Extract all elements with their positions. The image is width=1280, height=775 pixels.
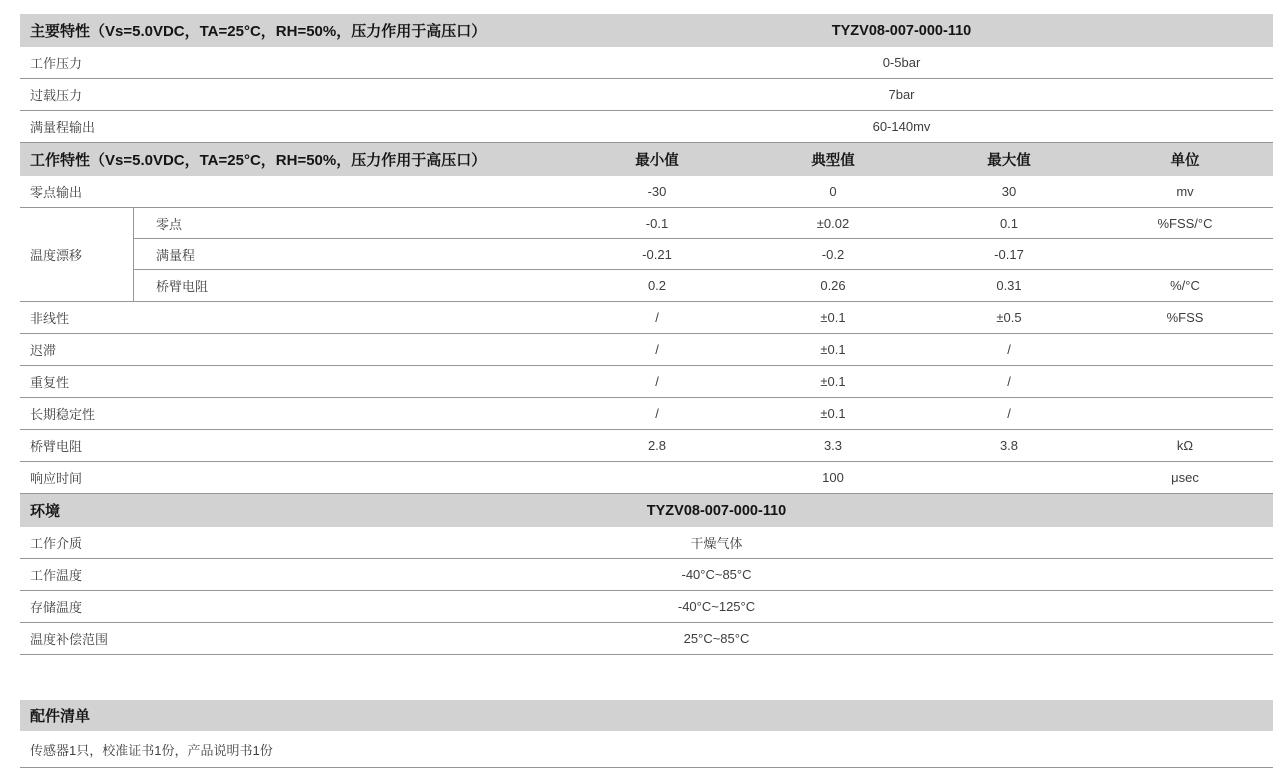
cell-unit: mv — [1176, 184, 1194, 199]
column-header-max: 最大值 — [987, 153, 1031, 169]
row-label: 存储温度 — [30, 600, 83, 615]
accessories-section — [20, 700, 1273, 768]
column-header-typ: 典型值 — [811, 153, 855, 169]
cell-typ: ±0.1 — [820, 374, 846, 389]
cell-max: / — [1007, 406, 1011, 421]
row-label: 工作介质 — [30, 536, 83, 551]
cell-typ: ±0.1 — [820, 406, 846, 421]
table-row — [20, 559, 1273, 591]
accessories-row — [20, 731, 1273, 768]
row-label: 重复性 — [30, 375, 70, 390]
cell-typ: 3.3 — [823, 438, 843, 453]
group-label: 温度漂移 — [20, 208, 134, 301]
accessories-content: 传感器1只，校准证书1份，产品说明书1份 — [30, 742, 273, 758]
cell-typ: -0.2 — [821, 246, 845, 262]
cell-typ: ±0.02 — [816, 215, 850, 231]
table-row — [134, 270, 1273, 301]
cell-max: 0.31 — [996, 278, 1022, 293]
working-characteristics-header-bar — [20, 143, 1273, 176]
cell-min: -0.1 — [645, 215, 669, 231]
environment-header-bar — [20, 494, 1273, 527]
product-model: TYZV08-007-000-110 — [831, 22, 972, 39]
cell-unit: kΩ — [1176, 438, 1194, 453]
table-row — [20, 398, 1273, 430]
row-label: 满量程 — [156, 247, 196, 263]
row-label: 长期稳定性 — [30, 407, 96, 422]
table-row — [134, 239, 1273, 270]
accessories-header-bar — [20, 700, 1273, 731]
cell-typ: 0.26 — [820, 278, 846, 293]
cell-max: 30 — [1001, 184, 1017, 199]
cell-min: / — [655, 342, 659, 357]
row-label: 温度补偿范围 — [30, 632, 109, 647]
cell-max: 0.1 — [999, 215, 1019, 231]
table-row — [20, 623, 1273, 655]
cell-typ: ±0.1 — [820, 342, 846, 357]
cell-min: / — [655, 406, 659, 421]
row-label: 工作压力 — [30, 56, 83, 71]
cell-min: 0.2 — [647, 278, 667, 293]
row-label: 响应时间 — [30, 471, 83, 486]
row-value: 7bar — [888, 87, 915, 102]
table-row — [20, 79, 1273, 111]
row-value: -40°C~125°C — [677, 599, 756, 614]
row-label: 零点 — [156, 216, 183, 232]
cell-typ: ±0.1 — [820, 310, 846, 325]
cell-max: 3.8 — [999, 438, 1019, 453]
table-row — [20, 366, 1273, 398]
cell-max: ±0.5 — [996, 310, 1022, 325]
row-label: 桥臂电阻 — [30, 439, 83, 454]
table-row — [20, 527, 1273, 559]
row-label: 桥臂电阻 — [156, 279, 209, 294]
table-row — [20, 111, 1273, 143]
table-row — [20, 334, 1273, 366]
cell-min: / — [655, 310, 659, 325]
cell-min: / — [655, 374, 659, 389]
cell-min: -30 — [647, 184, 667, 199]
cell-min: 2.8 — [647, 438, 667, 453]
cell-unit: %FSS/°C — [1157, 215, 1213, 231]
row-label: 过载压力 — [30, 88, 83, 103]
group-body — [134, 208, 1273, 301]
temp-drift-group — [20, 208, 1273, 302]
working-characteristics-title: 工作特性（Vs=5.0VDC，TA=25°C，RH=50%，压力作用于高压口） — [30, 152, 487, 169]
table-row — [20, 462, 1273, 494]
cell-unit: %FSS — [1166, 310, 1204, 325]
table-row — [20, 430, 1273, 462]
main-features-header-bar — [20, 14, 1273, 47]
row-value: 0-5bar — [882, 55, 921, 70]
table-row — [20, 591, 1273, 623]
cell-max: -0.17 — [994, 246, 1024, 262]
column-header-min: 最小值 — [635, 153, 679, 169]
cell-max: / — [1007, 342, 1011, 357]
table-row — [20, 47, 1273, 79]
row-label: 非线性 — [30, 311, 70, 326]
row-label: 零点输出 — [30, 185, 83, 200]
row-label: 满量程输出 — [30, 120, 96, 135]
environment-title: 环境 — [30, 503, 61, 520]
row-label: 迟滞 — [30, 343, 57, 358]
product-model: TYZV08-007-000-110 — [646, 502, 787, 519]
cell-unit: %/°C — [1170, 278, 1200, 293]
cell-min: -0.21 — [642, 246, 672, 262]
table-row — [20, 302, 1273, 334]
row-label: 工作温度 — [30, 568, 83, 583]
cell-unit: μsec — [1171, 470, 1199, 485]
cell-typ: 100 — [822, 470, 844, 485]
cell-max: / — [1007, 374, 1011, 389]
table-row — [20, 176, 1273, 208]
spec-table — [20, 14, 1273, 768]
row-value: 25°C~85°C — [683, 631, 750, 646]
row-value: -40°C~85°C — [681, 567, 752, 582]
row-value: 干燥气体 — [690, 536, 743, 551]
table-row — [134, 208, 1273, 239]
row-value: 60-140mv — [872, 119, 931, 134]
main-features-title: 主要特性（Vs=5.0VDC，TA=25°C，RH=50%，压力作用于高压口） — [30, 23, 487, 40]
cell-typ: 0 — [829, 184, 837, 199]
column-header-unit: 单位 — [1170, 153, 1200, 169]
accessories-title: 配件清单 — [30, 708, 91, 725]
